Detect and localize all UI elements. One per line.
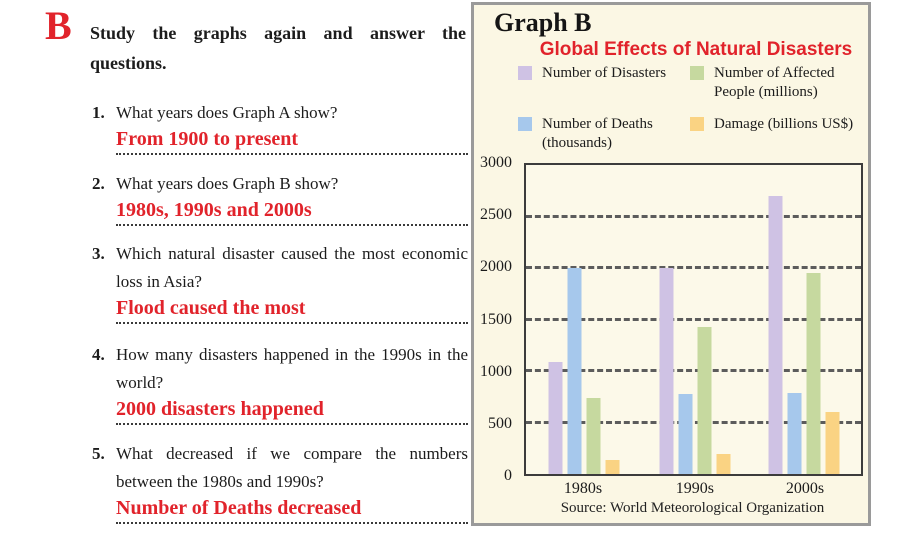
chart-legend — [518, 64, 858, 153]
answer-dotted-line — [116, 153, 468, 155]
question-text: Which natural disaster caused the most economic loss in Asia? — [116, 244, 468, 291]
legend-item-affected-people — [690, 64, 858, 102]
bar — [568, 268, 582, 474]
answer-dotted-line — [116, 322, 468, 324]
answer-text: Flood caused the most — [116, 297, 306, 319]
legend-item-disasters — [518, 64, 690, 102]
bar — [549, 362, 563, 474]
question-number: 1. — [92, 103, 105, 122]
x-axis-label: 2000s — [785, 480, 825, 497]
question-text: What decreased if we compare the numbers between the 1980s and 1990s? — [116, 444, 468, 491]
x-axis-labels — [524, 480, 863, 500]
legend-item-damage — [690, 115, 858, 153]
y-axis-tick-label: 1000 — [480, 362, 512, 380]
question-number: 3. — [92, 244, 105, 263]
y-axis-tick-label: 3000 — [480, 154, 512, 171]
question-2 — [92, 170, 468, 226]
question-text: What years does Graph A show? — [116, 103, 338, 122]
question-1 — [92, 99, 468, 155]
question-number: 4. — [92, 345, 105, 364]
section-letter: B — [45, 3, 72, 48]
plot-area — [524, 163, 863, 476]
bar-group-2000s — [768, 165, 839, 474]
x-axis-label: 1980s — [563, 480, 603, 497]
bar — [787, 393, 801, 474]
question-4 — [92, 341, 468, 425]
question-number: 5. — [92, 444, 105, 463]
affected-people-swatch-icon — [690, 66, 704, 80]
question-3 — [92, 240, 468, 324]
answer-dotted-line — [116, 423, 468, 425]
bar — [825, 412, 839, 474]
answer-text: Number of Deaths decreased — [116, 497, 362, 519]
answer-text: 2000 disasters happened — [116, 398, 324, 420]
bar — [678, 394, 692, 474]
bar — [768, 196, 782, 474]
answer-dotted-line — [116, 522, 468, 524]
y-axis-tick-label: 1500 — [480, 310, 512, 328]
bar — [587, 398, 601, 474]
bar — [697, 327, 711, 474]
bar — [806, 273, 820, 474]
instruction-text: Study the graphs again and answer the questions. — [90, 23, 466, 73]
chart-source: Source: World Meteorological Organization — [560, 500, 825, 516]
disasters-swatch-icon — [518, 66, 532, 80]
legend-label: Number of Disasters — [542, 65, 667, 81]
answer-text: From 1900 to present — [116, 128, 299, 150]
bar-group-1980s — [549, 165, 620, 474]
chart-title: Global Effects of Natural Disasters — [539, 39, 853, 60]
y-axis-tick-label: 2000 — [480, 258, 512, 276]
y-axis-tick-label: 500 — [488, 414, 512, 432]
x-axis-label: 1990s — [675, 480, 714, 497]
bar — [606, 460, 620, 474]
bar-group-1990s — [659, 165, 730, 474]
question-text: What years does Graph B show? — [116, 174, 339, 193]
bar — [659, 268, 673, 474]
damage-swatch-icon — [690, 117, 704, 131]
legend-label: Damage (billions US$) — [714, 116, 854, 132]
y-axis-labels — [474, 154, 518, 484]
answer-text: 1980s, 1990s and 2000s — [116, 199, 312, 221]
bar — [716, 454, 730, 474]
question-number: 2. — [92, 174, 105, 193]
question-5 — [92, 440, 468, 524]
legend-label: Number of Affected People (millions) — [714, 65, 835, 100]
answer-dotted-line — [116, 224, 468, 226]
legend-item-deaths — [518, 115, 690, 153]
y-axis-tick-label: 0 — [504, 467, 512, 484]
y-axis-tick-label: 2500 — [480, 206, 512, 224]
graph-heading: Graph B — [494, 8, 592, 37]
legend-label: Number of Deaths (thousands) — [542, 116, 653, 151]
graph-panel — [471, 2, 871, 526]
deaths-swatch-icon — [518, 117, 532, 131]
question-text: How many disasters happened in the 1990s in the world? — [116, 345, 468, 392]
